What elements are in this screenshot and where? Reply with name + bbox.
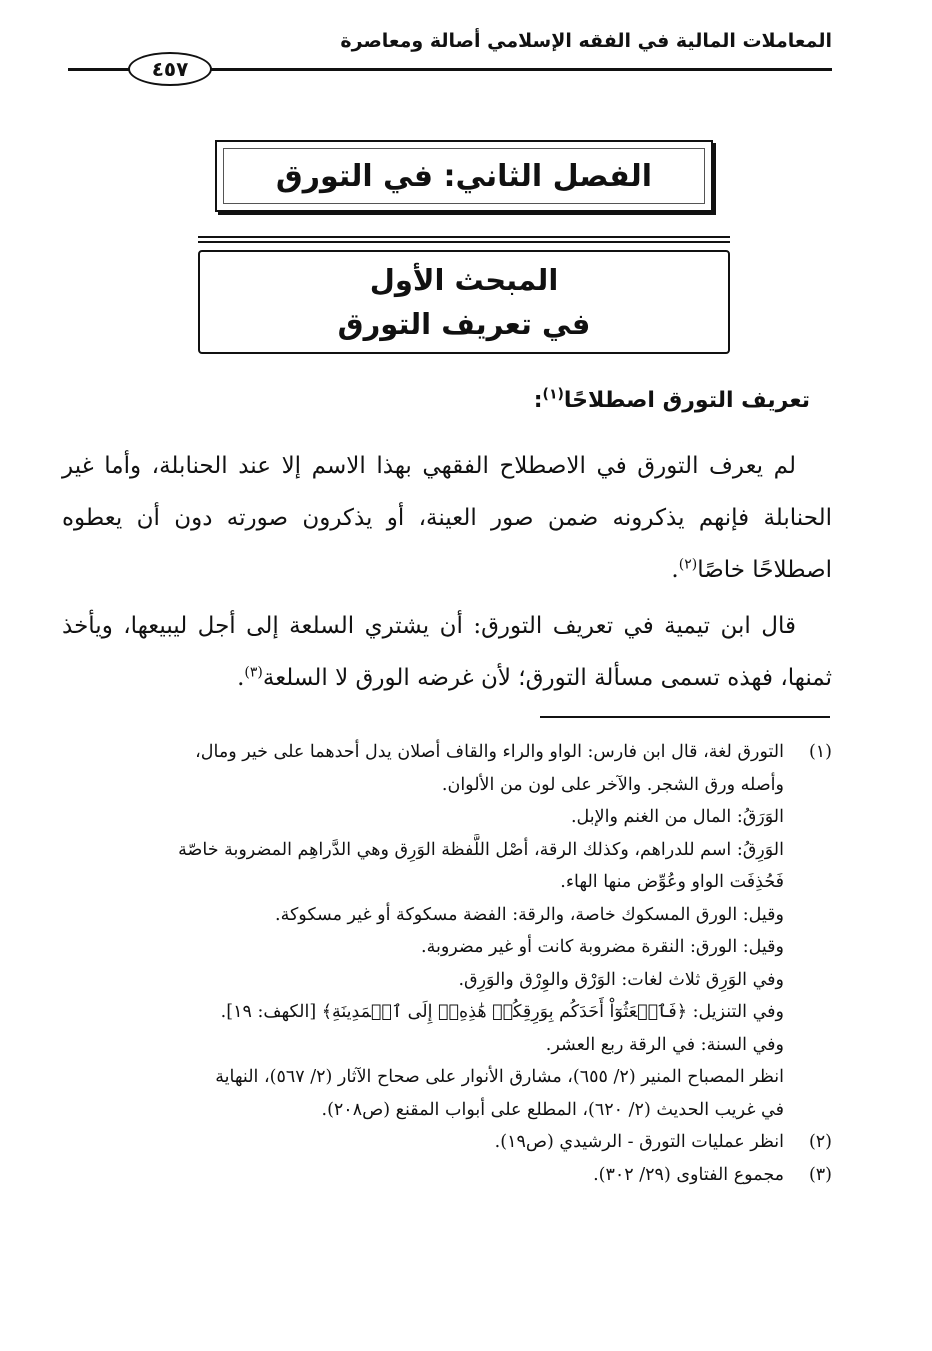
footnote-1-line: فَحُذِفَت الواو وعُوِّض منها الهاء. [560, 872, 784, 892]
footnote-3-number: (٣) [808, 1164, 832, 1185]
footnote-ref-2: (٢) [678, 556, 698, 573]
chapter-title: الفصل الثاني: في التورق [275, 158, 653, 194]
footnote-1-line: وقيل: الورق: النقرة مضروبة كانت أو غير مضروبة. [421, 937, 784, 957]
footnotes [62, 736, 832, 1191]
paragraph-2 [62, 600, 832, 704]
footnote-1-line: الوَرِقُ: اسم للدراهم، وكذلك الرقة، أصْل اللَّفظة الوَرِق وهي الدَّراهِم المضروبة خاصّة [178, 839, 784, 860]
footnote-1-line-1 [62, 736, 832, 769]
paragraph-2-text: قال ابن تيمية في تعريف التورق: أن يشتري السلعة إلى أجل ليبيعها، ويأخذ ثمنها، فهذه تسمى مسألة التورق؛ لأن غرضه الورق لا السلعة [62, 613, 832, 691]
footnote-ref-3: (٣) [244, 664, 263, 681]
page-number: ٤٥٧ [128, 52, 212, 86]
heading-colon: : [533, 388, 543, 413]
section-title-line2: في تعريف التورق [337, 307, 591, 341]
section-rule-top-inner [198, 241, 730, 243]
paragraph-1-text: لم يعرف التورق في الاصطلاح الفقهي بهذا الاسم إلا عند الحنابلة، وأما غير الحنابلة فإنهم يذكرونه ضمن صور العينة، أو يذكرون صورته دون أن يعطوه اصطلاحًا خاصًا [62, 453, 832, 583]
footnote-ref-1: (١) [542, 386, 564, 403]
paragraph-2-end: . [237, 665, 245, 691]
footnote-1-line: في غريب الحديث (٢/ ٦٢٠)، المطلع على أبواب المقنع (ص٢٠٨). [321, 1099, 784, 1120]
heading-text: تعريف التورق اصطلاحًا [563, 388, 810, 413]
footnote-3-text: مجموع الفتاوى (٢٩/ ٣٠٢). [593, 1164, 784, 1185]
footnote-1-line: وفي الوَرِق ثلاث لغات: الوَرْق والوِرْق والوَرِق. [458, 969, 784, 990]
definition-heading [534, 388, 810, 413]
footnote-1-text: التورق لغة، قال ابن فارس: الواو والراء والقاف أصلان يدل أحدهما على خير ومال، [195, 742, 784, 762]
paragraph-1 [62, 440, 832, 596]
footnote-1-number: (١) [808, 742, 832, 762]
paragraph-1-end: . [671, 557, 679, 583]
footnote-1-line-2: وأصله ورق الشجر. والآخر على لون من الألوان. [441, 774, 784, 795]
footnote-2-text: انظر عمليات التورق - الرشيدي (ص١٩). [494, 1132, 784, 1152]
footnote-1-line: وفي السنة: في الرقة ربع العشر. [545, 1034, 784, 1055]
section-title-box [198, 250, 730, 354]
section-rule-top [198, 236, 730, 238]
footnote-1-line: وقيل: الورق المسكوك خاصة، والرقة: الفضة مسكوكة أو غير مسكوكة. [275, 904, 784, 925]
running-header-title: المعاملات المالية في الفقه الإسلامي أصالة ومعاصرة [340, 30, 832, 52]
section-title-line1: المبحث الأول [369, 263, 559, 297]
footnote-3 [62, 1159, 832, 1192]
footnote-1-line: الوَرَقُ: المال من الغنم والإبل. [570, 807, 784, 827]
chapter-title-box [215, 140, 713, 212]
footnote-2 [62, 1126, 832, 1159]
footnote-1-line: انظر المصباح المنير (٢/ ٦٥٥)، مشارق الأنوار على صحاح الآثار (٢/ ٥٦٧)، النهاية [215, 1067, 784, 1087]
footnote-1-quran-line: وفي التنزيل: ﴿فَٱبۡعَثُوٓاْ أَحَدَكُم بِوَرِقِكُمۡ هَٰذِهِۦٓ إِلَى ٱلۡمَدِينَةِ﴾ [الكهف: ١٩]. [220, 1002, 784, 1022]
footnote-separator [540, 716, 830, 718]
footnote-2-number: (٢) [808, 1132, 832, 1152]
